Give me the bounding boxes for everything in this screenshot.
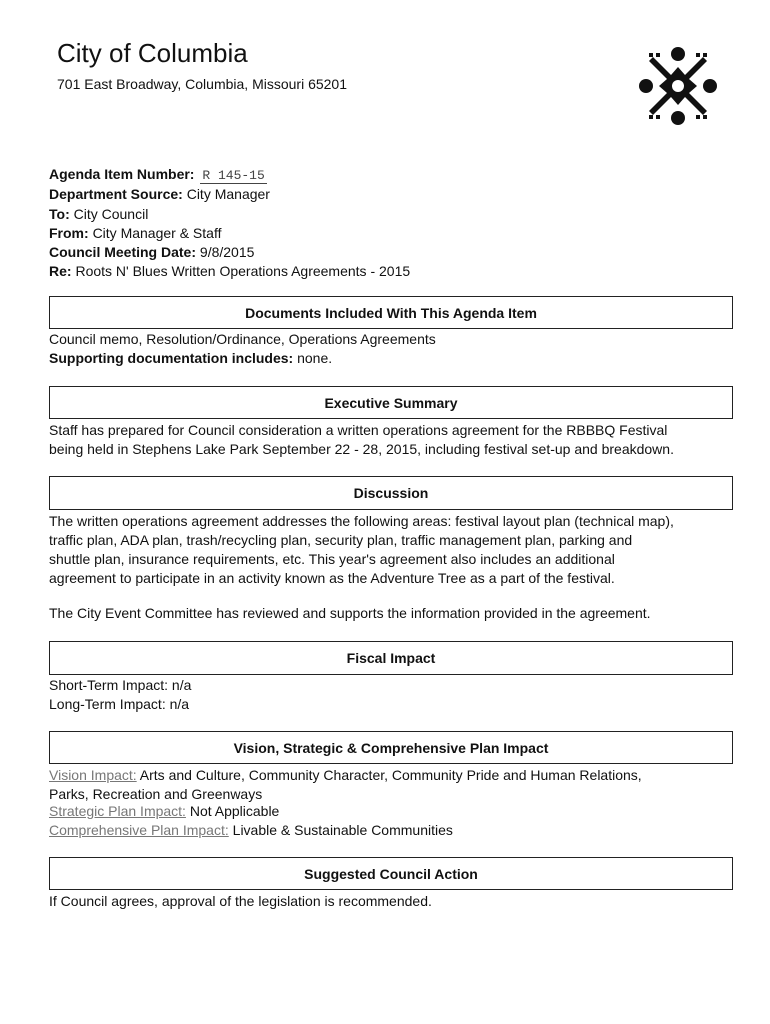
agenda-item-row: Agenda Item Number: R 145-15: [49, 166, 265, 183]
city-of-columbia-logo-icon: [637, 45, 719, 127]
agenda-meta: [49, 165, 410, 282]
agenda-item-number: R 145-15: [202, 168, 265, 183]
comprehensive-plan-impact: Comprehensive Plan Impact: Livable & Sustainable Communities: [49, 822, 453, 838]
discussion-line: agreement to participate in an activity known as the Adventure Tree as a part of the festival.: [49, 570, 615, 586]
long-term-impact: Long-Term Impact: n/a: [49, 696, 190, 712]
discussion-line: shuttle plan, insurance requirements, etc. This year's agreement also includes an additional: [49, 551, 615, 567]
vision-impact-cont: Parks, Recreation and Greenways: [49, 786, 263, 802]
documents-list: Council memo, Resolution/Ordinance, Operations Agreements: [49, 331, 436, 347]
organization-name: City of Columbia: [57, 38, 248, 68]
re-row: Re: Roots N' Blues Written Operations Agreements - 2015: [49, 263, 411, 280]
supporting-docs: Supporting documentation includes: none.: [49, 350, 333, 366]
discussion-heading: Discussion: [49, 476, 733, 510]
documents-heading: Documents Included With This Agenda Item: [49, 296, 733, 329]
fiscal-impact-heading: Fiscal Impact: [49, 641, 733, 675]
vision-impact-heading: Vision, Strategic & Comprehensive Plan Impact: [49, 731, 733, 764]
from-row: From: City Manager & Staff: [49, 224, 222, 241]
vision-impact: Vision Impact: Arts and Culture, Community Character, Community Pride and Human Relations,: [49, 767, 642, 783]
meeting-date-row: Council Meeting Date: 9/8/2015: [49, 244, 255, 261]
to-row: To: City Council: [49, 205, 149, 222]
organization-address: 701 East Broadway, Columbia, Missouri 65201: [57, 76, 348, 92]
executive-summary-heading: Executive Summary: [49, 386, 733, 419]
executive-summary-line: being held in Stephens Lake Park September 22 - 28, 2015, including festival set-up and breakdown.: [49, 441, 674, 457]
department-row: Department Source: City Manager: [49, 186, 270, 203]
suggested-action-heading: Suggested Council Action: [49, 857, 733, 890]
discussion-line: The written operations agreement addresses the following areas: festival layout plan (technical map),: [49, 513, 674, 529]
strategic-plan-impact: Strategic Plan Impact: Not Applicable: [49, 803, 280, 819]
executive-summary-line: Staff has prepared for Council consideration a written operations agreement for the RBBBQ Festival: [49, 422, 668, 438]
short-term-impact: Short-Term Impact: n/a: [49, 677, 192, 693]
discussion-paragraph-2: The City Event Committee has reviewed and supports the information provided in the agreement.: [49, 605, 651, 621]
suggested-action-text: If Council agrees, approval of the legislation is recommended.: [49, 893, 432, 909]
discussion-line: traffic plan, ADA plan, trash/recycling plan, security plan, traffic management plan, parking and: [49, 532, 633, 548]
